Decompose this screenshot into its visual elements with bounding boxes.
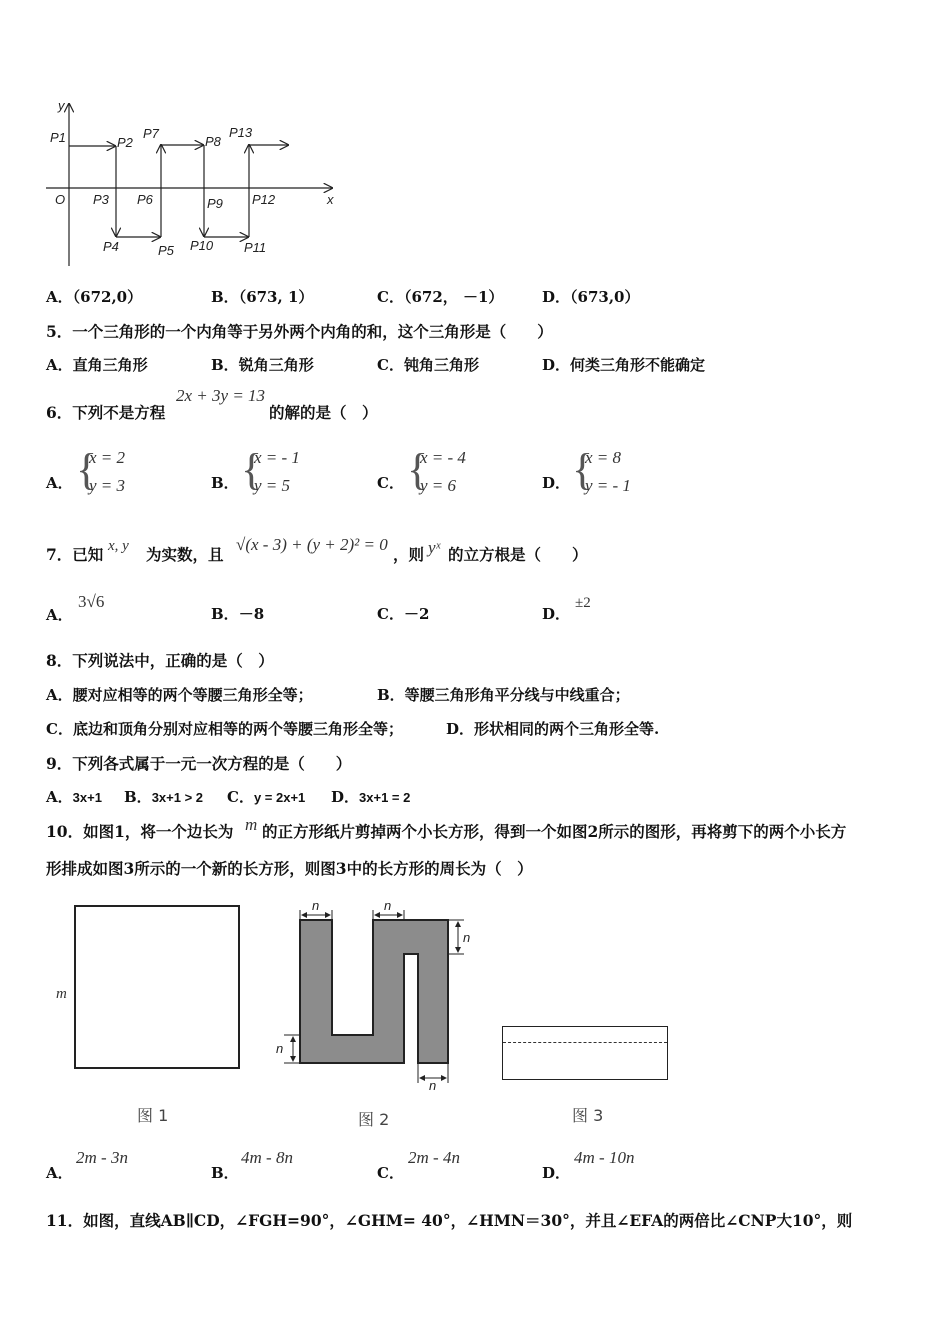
option-letter: D． xyxy=(542,605,571,623)
figure-1-m-label: m xyxy=(56,986,67,1002)
point-label: P2 xyxy=(117,135,133,150)
option-letter: A． xyxy=(46,1164,73,1182)
q9-option-b[interactable] xyxy=(124,786,203,807)
figure-2-caption: 图 2 xyxy=(358,1110,390,1129)
option-letter: A． xyxy=(46,288,73,306)
q7-stem-mid: 为实数，且 xyxy=(146,545,224,564)
q8-option-d[interactable]: D．形状相同的两个三角形全等. xyxy=(446,720,660,738)
point-label: P11 xyxy=(244,240,267,255)
point-label: P8 xyxy=(205,134,221,149)
option-letter: B． xyxy=(211,288,239,306)
system-line-2: y = 6 xyxy=(420,476,457,495)
option-letter: A． xyxy=(46,606,73,624)
q6-option-c[interactable] xyxy=(377,446,527,502)
point-label: P7 xyxy=(143,126,159,141)
q4-option-b[interactable] xyxy=(211,286,313,307)
n-label: n xyxy=(429,1078,437,1090)
option-letter: B． xyxy=(124,788,152,806)
q7-expr: yˣ xyxy=(428,538,441,557)
q6-option-d[interactable] xyxy=(542,446,692,502)
axis-x-label: x xyxy=(327,192,334,207)
system-brace: { xyxy=(241,445,263,494)
system-line-2: y = 3 xyxy=(89,476,126,495)
option-text: 4m - 8n xyxy=(241,1148,293,1167)
point-label: P4 xyxy=(103,239,119,254)
q5-option-c[interactable] xyxy=(377,354,479,375)
option-text: ±2 xyxy=(575,595,591,611)
system-brace: { xyxy=(407,445,429,494)
system-brace: { xyxy=(572,445,594,494)
q10-line1a: 10．如图1，将一个边长为 xyxy=(46,822,234,841)
q9-option-c[interactable] xyxy=(227,786,305,807)
point-label: P12 xyxy=(252,192,276,207)
option-text: 锐角三角形 xyxy=(238,356,314,374)
q7-stem-then: ，则 xyxy=(393,545,425,564)
option-text: 3x+1 = 2 xyxy=(359,790,411,805)
q7-condition: √(x - 3) + (y + 2)² = 0 xyxy=(236,535,388,554)
option-letter: C． xyxy=(377,288,404,306)
option-letter: D． xyxy=(542,288,571,306)
q7-option-c[interactable] xyxy=(377,603,429,624)
q5-stem: 5．一个三角形的一个内角等于另外两个内角的和，这个三角形是（ ） xyxy=(46,322,553,341)
point-label: P9 xyxy=(207,196,223,211)
origin-label: O xyxy=(55,192,66,207)
system-line-1: x = 8 xyxy=(585,448,622,467)
option-text: （673,0） xyxy=(570,288,640,306)
option-letter: C． xyxy=(377,605,404,623)
option-letter: B． xyxy=(211,474,239,492)
option-letter: B． xyxy=(211,1164,239,1182)
n-label: n xyxy=(312,898,320,913)
figure-1-square xyxy=(74,905,240,1069)
q7-stem-suffix: 的立方根是（ ） xyxy=(448,545,588,564)
q5-option-a[interactable] xyxy=(46,354,148,375)
q6-stem-prefix: 6．下列不是方程 xyxy=(46,403,166,422)
point-label: P5 xyxy=(158,243,174,258)
q8-option-c[interactable]: C．底边和顶角分别对应相等的两个等腰三角形全等； xyxy=(46,720,403,738)
figure-2-shape xyxy=(300,920,448,1063)
option-letter: A． xyxy=(46,474,73,492)
option-text: －8 xyxy=(238,605,265,623)
option-text: 何类三角形不能确定 xyxy=(570,356,706,374)
q9-option-d[interactable] xyxy=(331,786,410,807)
q8-option-a[interactable]: A．腰对应相等的两个等腰三角形全等； xyxy=(46,686,313,704)
option-letter: B． xyxy=(211,356,239,374)
option-text: 钝角三角形 xyxy=(403,356,479,374)
q7-option-b[interactable] xyxy=(211,603,264,624)
option-text: y = 2x+1 xyxy=(253,790,306,805)
system-line-2: y = 5 xyxy=(254,476,291,495)
q10-line1b: 的正方形纸片剪掉两个小长方形，得到一个如图2所示的图形，再将剪下的两个小长方 xyxy=(262,822,847,841)
option-text: －2 xyxy=(403,605,430,623)
system-line-1: x = - 1 xyxy=(254,448,300,467)
q4-option-c[interactable] xyxy=(377,286,503,307)
system-brace: { xyxy=(76,445,98,494)
option-letter: B． xyxy=(211,605,239,623)
point-label: P6 xyxy=(137,192,153,207)
q8-option-b[interactable]: B．等腰三角形角平分线与中线重合； xyxy=(377,686,630,704)
q6-stem-suffix: 的解的是（ ） xyxy=(269,403,378,422)
option-letter: D． xyxy=(542,1164,571,1182)
figure-3-rectangle xyxy=(502,1026,668,1080)
system-line-1: x = 2 xyxy=(89,448,126,467)
figure-1-caption: 图 1 xyxy=(137,1106,169,1125)
point-label: P3 xyxy=(93,192,109,207)
q9-option-a[interactable] xyxy=(46,786,102,807)
q5-option-d[interactable] xyxy=(542,354,705,375)
point-label: P1 xyxy=(50,130,66,145)
q8-stem: 8．下列说法中，正确的是（ ） xyxy=(46,651,274,670)
option-letter: C． xyxy=(227,788,254,806)
option-letter: C． xyxy=(377,474,404,492)
axis-y-label: y xyxy=(58,98,65,113)
option-text: （673, 1） xyxy=(238,288,314,306)
point-label: P10 xyxy=(190,238,214,253)
option-text: （672， －1） xyxy=(403,288,504,306)
figure-3-dashed-line xyxy=(503,1042,667,1043)
option-text: 直角三角形 xyxy=(72,356,148,374)
option-letter: A． xyxy=(46,356,73,374)
system-line-1: x = - 4 xyxy=(420,448,466,467)
figure-2 xyxy=(272,898,478,1090)
option-text: 3√6 xyxy=(78,592,105,611)
option-text: 2m - 4n xyxy=(408,1148,460,1167)
figure-3-caption: 图 3 xyxy=(572,1106,604,1125)
option-letter: C． xyxy=(377,356,404,374)
q9-stem: 9．下列各式属于一元一次方程的是（ ） xyxy=(46,754,352,773)
q7-vars: x, y xyxy=(108,538,129,554)
q4-option-d[interactable] xyxy=(542,286,640,307)
option-text: 4m - 10n xyxy=(574,1148,635,1167)
point-label: P13 xyxy=(229,125,253,140)
option-text: 3x+1 > 2 xyxy=(151,790,204,805)
q4-graph xyxy=(40,98,340,268)
q7-stem-prefix: 7．已知 xyxy=(46,545,104,564)
q10-line2: 形排成如图3所示的一个新的长方形，则图3中的长方形的周长为（ ） xyxy=(46,859,533,878)
option-text: 2m - 3n xyxy=(76,1148,128,1167)
q4-option-a[interactable] xyxy=(46,286,142,307)
n-label: n xyxy=(276,1041,284,1056)
q6-option-a[interactable] xyxy=(46,446,196,502)
n-label: n xyxy=(384,898,392,913)
q11-stem: 11．如图，直线AB∥CD，∠FGH=90°，∠GHM= 40°，∠HMN＝30°，并且∠EFA的两倍比∠CNP大10°，则 xyxy=(46,1211,853,1230)
option-letter: D． xyxy=(542,474,571,492)
system-line-2: y = - 1 xyxy=(585,476,631,495)
option-letter: A． xyxy=(46,788,73,806)
option-text: （672,0） xyxy=(72,288,143,306)
n-label: n xyxy=(463,930,471,945)
option-letter: D． xyxy=(331,788,360,806)
option-text: 3x+1 xyxy=(72,790,102,805)
q6-option-b[interactable] xyxy=(211,446,361,502)
q10-m-var: m xyxy=(245,815,258,834)
option-letter: C． xyxy=(377,1164,404,1182)
q6-equation: 2x + 3y = 13 xyxy=(176,386,266,405)
q5-option-b[interactable] xyxy=(211,354,314,375)
option-letter: D． xyxy=(542,356,571,374)
